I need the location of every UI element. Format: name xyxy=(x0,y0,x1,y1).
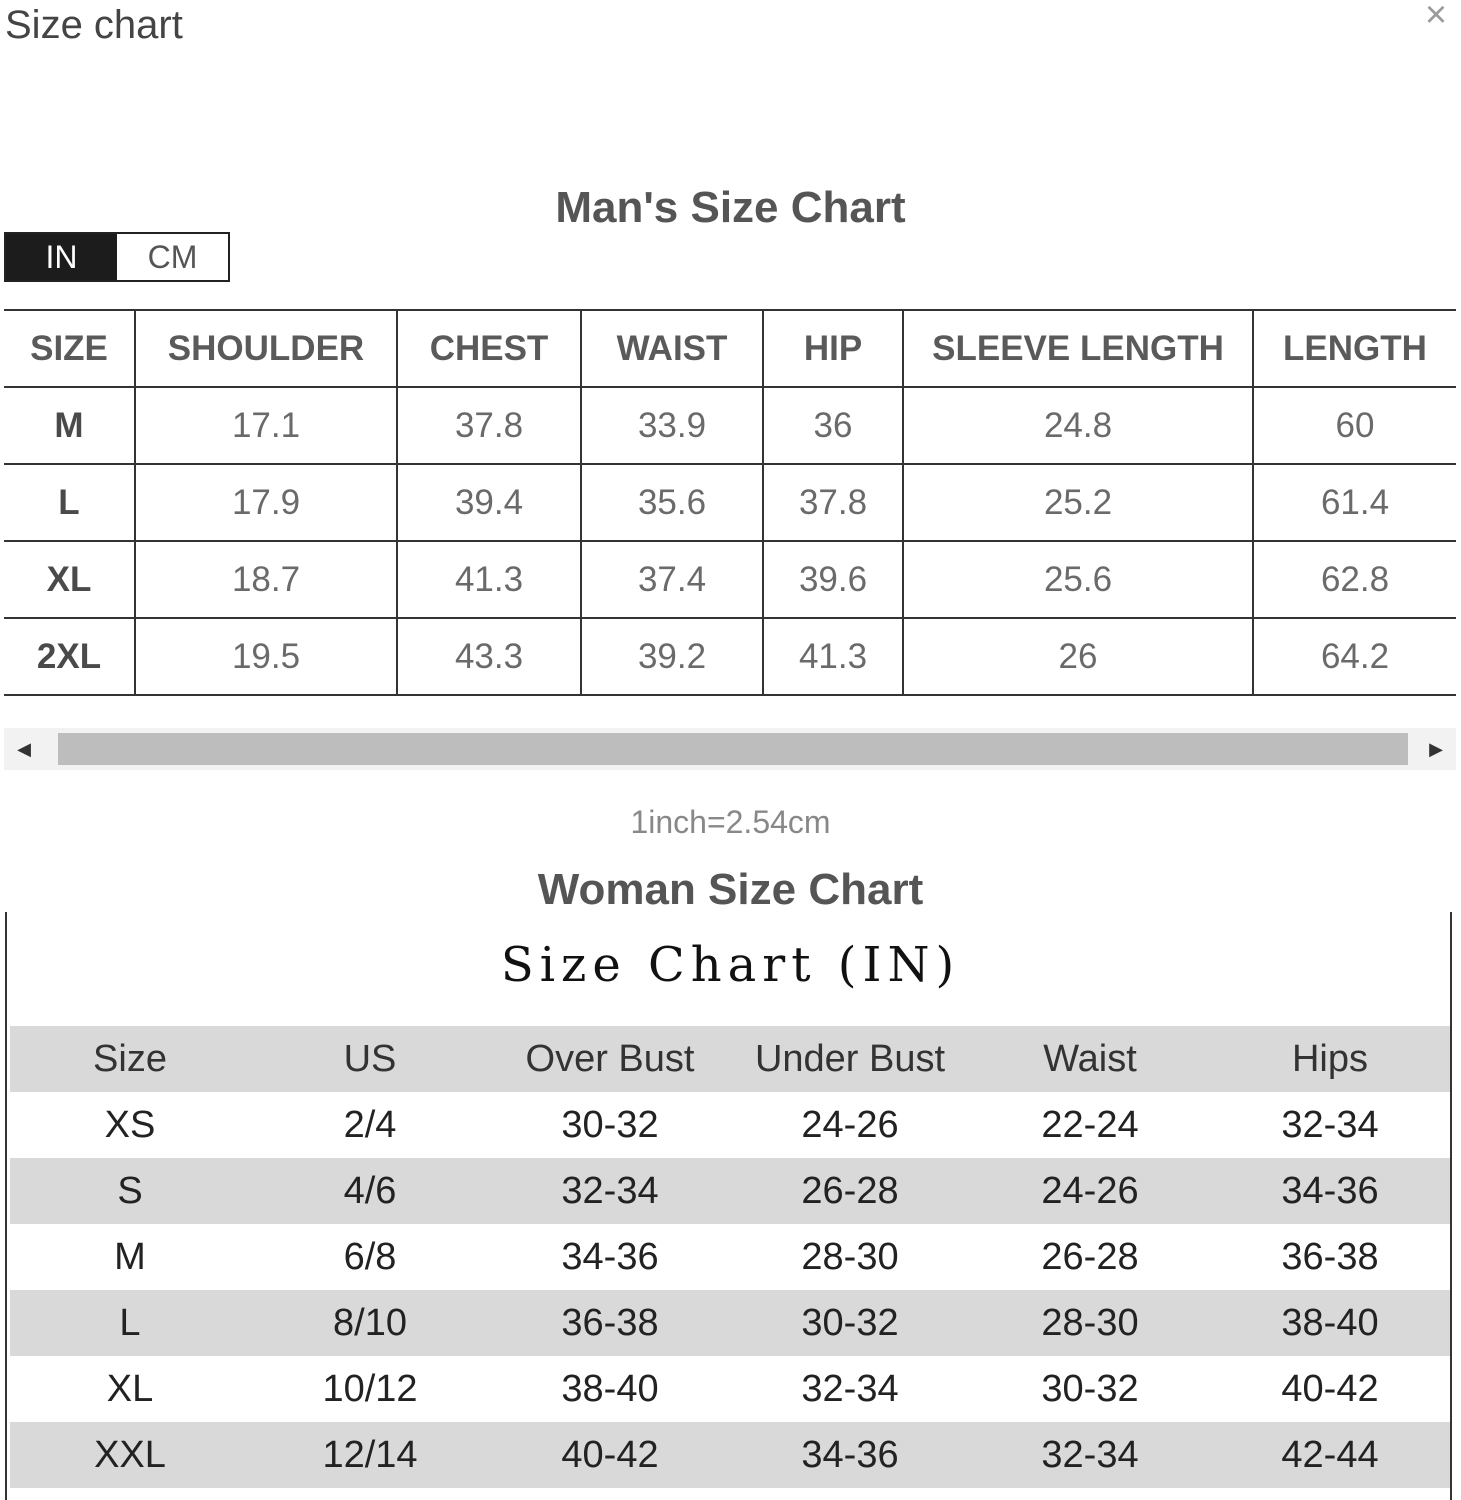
woman-chart-subheading: Size Chart (IN) xyxy=(500,937,961,993)
table-cell: 8/10 xyxy=(333,1301,407,1344)
close-icon[interactable]: × xyxy=(1424,0,1448,36)
column-header: Over Bust xyxy=(525,1037,695,1080)
table-cell: 39.4 xyxy=(397,464,581,541)
unit-in-tab[interactable]: IN xyxy=(6,234,117,280)
column-header: Size xyxy=(93,1037,167,1080)
woman-size-chart-heading: Woman Size Chart xyxy=(537,865,924,914)
table-cell: 17.9 xyxy=(135,464,397,541)
table-cell: 24-26 xyxy=(801,1103,899,1146)
table-cell: 37.4 xyxy=(581,541,763,618)
table-cell: 17.1 xyxy=(135,387,397,464)
table-cell: 37.8 xyxy=(397,387,581,464)
table-cell: 2/4 xyxy=(343,1103,397,1146)
table-cell: 32-34 xyxy=(561,1169,659,1212)
table-cell: 38-40 xyxy=(561,1367,659,1410)
table-cell: M xyxy=(4,387,135,464)
table-cell: 6/8 xyxy=(343,1235,397,1278)
table-cell: 26-28 xyxy=(801,1169,899,1212)
table-cell: 30-32 xyxy=(801,1301,899,1344)
table-cell: 2XL xyxy=(4,618,135,695)
table-cell: 40-42 xyxy=(561,1433,659,1476)
table-row xyxy=(10,1422,1450,1488)
table-cell: 19.5 xyxy=(135,618,397,695)
table-cell: L xyxy=(4,464,135,541)
table-cell: 32-34 xyxy=(1281,1103,1379,1146)
table-cell: 41.3 xyxy=(397,541,581,618)
table-cell: 37.8 xyxy=(763,464,903,541)
table-cell: 34-36 xyxy=(1281,1169,1379,1212)
table-cell: 34-36 xyxy=(801,1433,899,1476)
table-cell: 42-44 xyxy=(1281,1433,1379,1476)
table-cell: 18.7 xyxy=(135,541,397,618)
table-cell: XL xyxy=(4,541,135,618)
table-cell: 25.2 xyxy=(903,464,1253,541)
horizontal-scrollbar[interactable] xyxy=(4,728,1456,770)
scrollbar-thumb[interactable] xyxy=(58,733,1408,765)
table-cell: S xyxy=(117,1169,143,1212)
table-cell: 62.8 xyxy=(1253,541,1456,618)
table-cell: 33.9 xyxy=(581,387,763,464)
table-row xyxy=(10,1224,1450,1290)
table-cell: 12/14 xyxy=(322,1433,418,1476)
dialog-title: Size chart xyxy=(5,3,183,47)
table-cell: 28-30 xyxy=(801,1235,899,1278)
table-cell: 24.8 xyxy=(903,387,1253,464)
column-header: US xyxy=(343,1037,397,1080)
table-cell: 36-38 xyxy=(1281,1235,1379,1278)
table-row xyxy=(4,541,1456,618)
table-cell: 41.3 xyxy=(763,618,903,695)
table-cell: 36-38 xyxy=(561,1301,659,1344)
table-cell: 38-40 xyxy=(1281,1301,1379,1344)
table-row xyxy=(4,387,1456,464)
table-cell: 26-28 xyxy=(1041,1235,1139,1278)
column-header: HIP xyxy=(763,310,903,387)
table-cell: 39.6 xyxy=(763,541,903,618)
table-cell: 36 xyxy=(763,387,903,464)
table-row xyxy=(10,1092,1450,1158)
table-cell: 43.3 xyxy=(397,618,581,695)
table-cell: 24-26 xyxy=(1041,1169,1139,1212)
unit-cm-tab[interactable]: CM xyxy=(117,234,228,280)
column-header: Hips xyxy=(1291,1037,1369,1080)
table-cell: XXL xyxy=(94,1433,166,1476)
table-cell: 30-32 xyxy=(561,1103,659,1146)
table-cell: 28-30 xyxy=(1041,1301,1139,1344)
table-row xyxy=(4,618,1456,695)
table-cell: 64.2 xyxy=(1253,618,1456,695)
table-cell: 60 xyxy=(1253,387,1456,464)
table-cell: 10/12 xyxy=(322,1367,418,1410)
table-row xyxy=(10,1158,1450,1224)
man-size-table xyxy=(4,309,1456,696)
woman-size-table xyxy=(10,1026,1450,1488)
column-header: LENGTH xyxy=(1253,310,1456,387)
table-row xyxy=(10,1356,1450,1422)
table-cell: 32-34 xyxy=(1041,1433,1139,1476)
table-cell: 26 xyxy=(903,618,1253,695)
column-header: Waist xyxy=(1043,1037,1137,1080)
column-header: CHEST xyxy=(397,310,581,387)
table-cell: 22-24 xyxy=(1041,1103,1139,1146)
table-cell: XL xyxy=(106,1367,154,1410)
table-cell: 35.6 xyxy=(581,464,763,541)
column-header: SHOULDER xyxy=(135,310,397,387)
man-size-chart-heading: Man's Size Chart xyxy=(555,183,906,232)
scroll-left-icon[interactable]: ◀ xyxy=(17,738,31,759)
table-cell: 40-42 xyxy=(1281,1367,1379,1410)
table-row xyxy=(4,464,1456,541)
column-header: SIZE xyxy=(4,310,135,387)
table-cell: 39.2 xyxy=(581,618,763,695)
table-header-row xyxy=(4,310,1456,387)
table-cell: 25.6 xyxy=(903,541,1253,618)
table-row xyxy=(10,1290,1450,1356)
scroll-right-icon[interactable]: ▶ xyxy=(1429,738,1443,759)
table-cell: 34-36 xyxy=(561,1235,659,1278)
table-cell: XS xyxy=(104,1103,156,1146)
table-cell: 30-32 xyxy=(1041,1367,1139,1410)
conversion-note: 1inch=2.54cm xyxy=(630,804,831,840)
column-header: SLEEVE LENGTH xyxy=(903,310,1253,387)
table-cell: 32-34 xyxy=(801,1367,899,1410)
unit-toggle xyxy=(4,232,230,282)
table-header-row xyxy=(10,1026,1450,1092)
table-cell: 4/6 xyxy=(343,1169,397,1212)
table-cell: M xyxy=(114,1235,146,1278)
table-cell: L xyxy=(119,1301,141,1344)
column-header: Under Bust xyxy=(754,1037,946,1080)
table-cell: 61.4 xyxy=(1253,464,1456,541)
column-header: WAIST xyxy=(581,310,763,387)
